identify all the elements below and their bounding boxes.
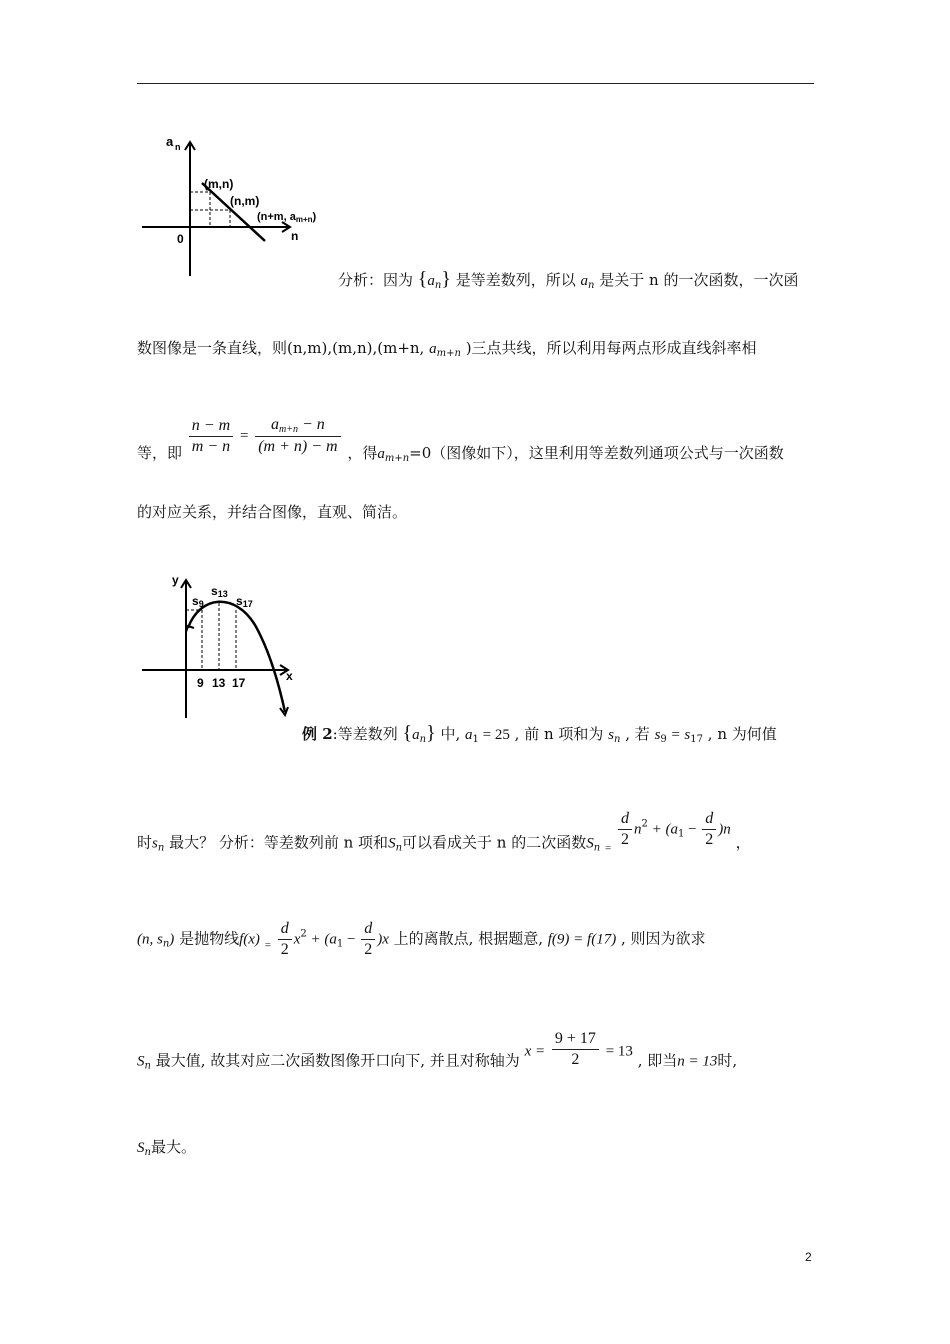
fig2-tick-17: 17 bbox=[232, 676, 246, 690]
para1-line4: 的对应关系，并结合图像，直观、简洁。 bbox=[137, 503, 408, 521]
para2-line1: 例 2:等差数列 $\{a_n\}$ 中, $a_1 = 25$ , 前 n 项和为 $s_n$ , 若 $s_9 = s_{17}$ , n 为何值 bbox=[302, 722, 777, 745]
para1-line1: 分析：因为 $\{a_n\}$ 是等差数列，所以 $a_n$ 是关于 n 的一次函数，一次函 bbox=[338, 268, 799, 291]
slope-fraction-2: $\frac{a_{m+n} - n}{(m + n) - m}$ bbox=[255, 416, 340, 456]
para2-line3: (n, $s_n$) 是抛物线f(x) $_=$ $\frac{d}{2}$ $x^2 + (a_1$ − $\frac{d}{2}$ )x 上的离散点, 根据题意, f(9) = f(17) , 则因为欲求 bbox=[137, 920, 706, 958]
parabola-graph bbox=[140, 570, 300, 730]
fig2-s9: s9 bbox=[192, 594, 204, 609]
fig2-s17: s17 bbox=[236, 594, 253, 609]
para2-line2: 时$s_n$ 最大？ 分析：等差数列前 n 项和$S_n$可以看成关于 n 的二次函数$S_n$ $_=$ $\frac{d}{2}$ $n^2 + (a_1$ − $\frac{d}{2}$ )n ， bbox=[137, 810, 751, 855]
fig1-point-nm: (n,m) bbox=[230, 194, 260, 208]
fig1-origin: 0 bbox=[177, 232, 184, 246]
fig2-tick-13: 13 bbox=[212, 676, 226, 690]
fig2-tick-9: 9 bbox=[197, 676, 204, 690]
fig2-x-label: x bbox=[286, 669, 293, 683]
para1-line2: 数图像是一条直线，则(n,m),(m,n),(m+n, $a_{m+n}$ )三点共线，所以利用每两点形成直线斜率相 bbox=[137, 339, 757, 359]
page-number: 2 bbox=[805, 1250, 812, 1264]
linear-sequence-graph bbox=[140, 128, 340, 278]
fig1-y-label-sub: n bbox=[175, 142, 181, 152]
slope-fraction-1: $\frac{n - m}{m - n}$ bbox=[189, 417, 233, 456]
fig2-y-label: y bbox=[172, 573, 179, 587]
para2-line4: $S_n$ 最大值, 故其对应二次函数图像开口向下, 并且对称轴为 x = $\frac{9 + 17}{2}$ = 13 , 即当n = 13时, bbox=[137, 1030, 738, 1072]
para1-line3: 等，即 $\frac{n - m}{m - n}$ = $\frac{a_{m+n} - n}{(m + n) - m}$ ，得$a_{m+n}=0$（图像如下），这里利用等差数列通项公式与一次函数 bbox=[137, 416, 784, 464]
header-rule bbox=[137, 83, 814, 84]
fig1-point-mn: (m,n) bbox=[204, 177, 234, 191]
fig1-point-3: (n+m, am+n) bbox=[257, 211, 317, 224]
fig1-x-label: n bbox=[291, 229, 299, 243]
fig1-y-label: a bbox=[166, 134, 174, 149]
fig2-s13: s13 bbox=[211, 584, 228, 599]
para2-line5: $S_n$最大。 bbox=[137, 1138, 196, 1158]
